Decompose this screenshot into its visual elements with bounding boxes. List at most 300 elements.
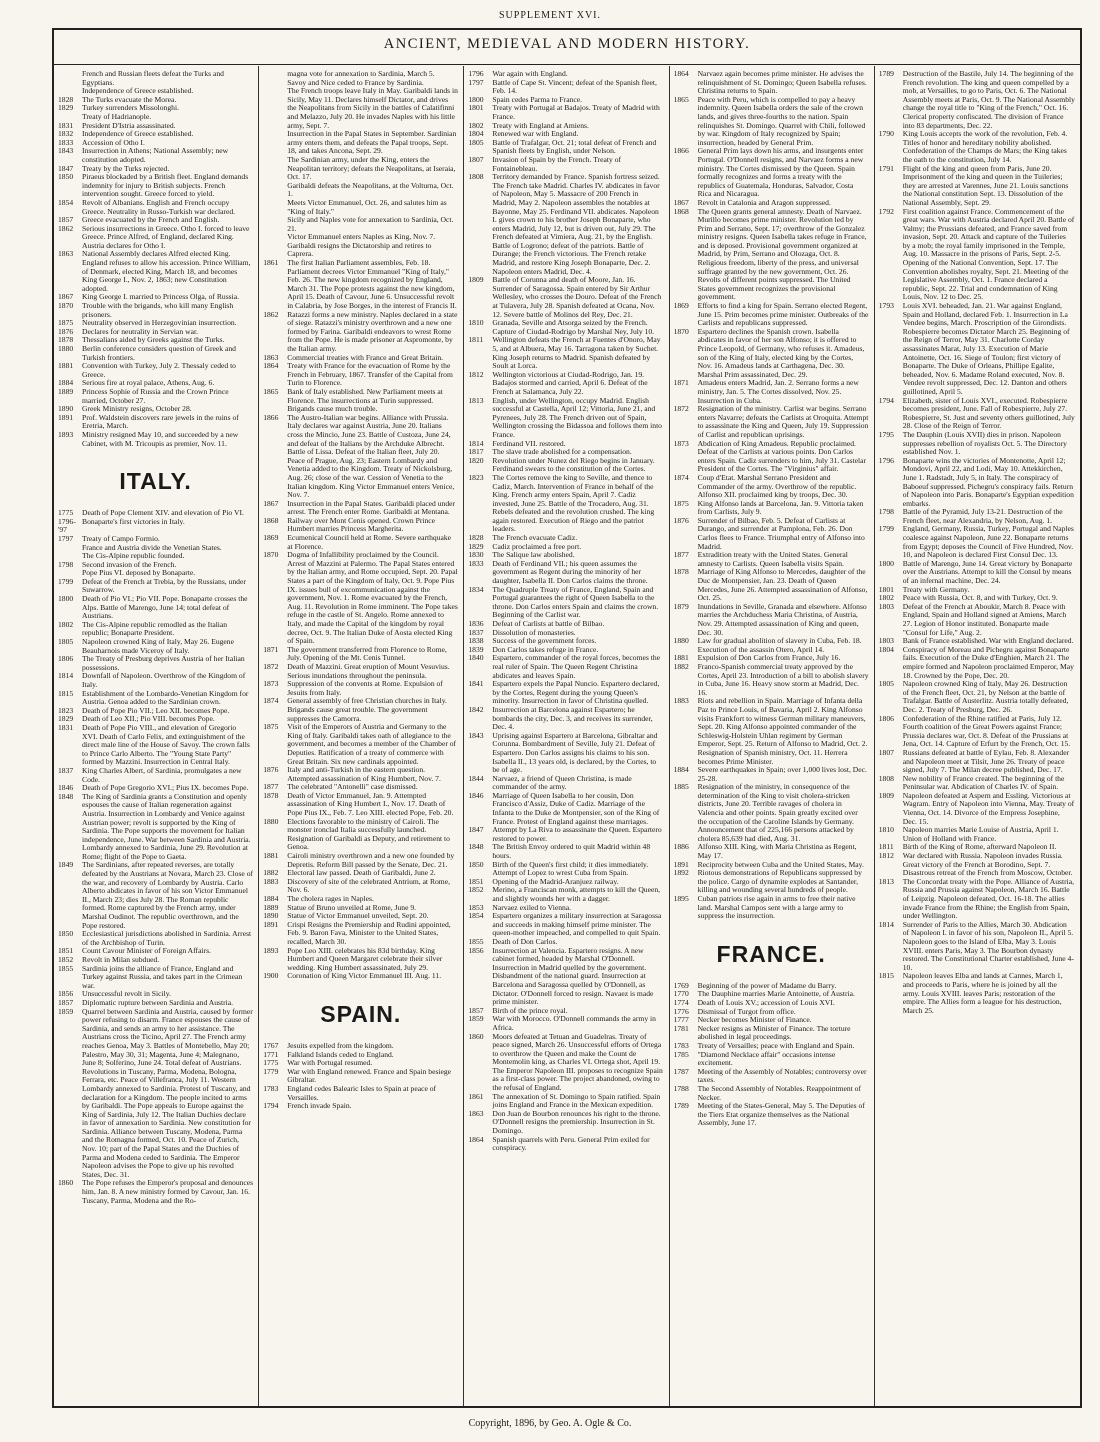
history-entry	[879, 431, 1075, 457]
entry-text: The first Italian Parliament assembles, Feb. 18. Parliament decrees Victor Emmanuel "King of Italy," Feb. 26. The new kingdom recognized by England, March 31. The Pope protests against the new kingdom, April 15. Death of Cavour, June 6. Unsuccessful revolt in Calabria, by Jose Borges, in the interest of Francis II.	[287, 258, 457, 311]
history-entry	[468, 319, 663, 336]
entry-year: 1830	[468, 550, 484, 560]
entry-text: Suppression of the convents at Rome. Expulsion of Jesuits from Italy.	[287, 679, 443, 697]
entry-year: 1891	[263, 919, 279, 929]
entry-year: 1843	[58, 146, 74, 156]
entry-text: Espartero organizes a military insurrection at Saragossa and succeeds in making himself prime minister. The queen-mother impeached, and compelled to quit Spain.	[492, 911, 662, 938]
columns-container	[54, 66, 1080, 1406]
page-frame	[52, 28, 1082, 1408]
entry-text: Italy and anti-Turkish in the eastern question. Attempted assassination of King Humbert, Nov. 7.	[287, 765, 441, 783]
history-entry	[58, 578, 253, 595]
entry-year: 1767	[263, 1040, 279, 1050]
entry-text: Savoy and Nice ceded to France by Sardinia.	[287, 77, 424, 87]
entry-year: 1857	[58, 215, 74, 225]
history-entry	[263, 182, 458, 199]
history-entry	[674, 147, 869, 199]
history-entry	[674, 766, 869, 783]
history-entry	[468, 654, 663, 680]
history-entry	[263, 680, 458, 697]
entry-text: The Sardinians, after repeated reverses, are totally defeated by the Austrians at Novara, March 23. Close of the war, and recovery of Lombardy by Austria. Carlo Alberto abdicates in favor of his son Victor Emmanuel II., March 23; dies July 28. The Roman republic formed. Rome captured by the French army, under Marshal Oudinot. The republic overthrown, and the Pope restored.	[82, 860, 254, 930]
entry-text: Battle of Corunna and death of Moore, Jan. 16. Surrender of Saragossa. Spain entered by Sir Arthur Wellesley, who crosses the Douro. Defeat of the French at Tulavera, July 28. Spanish defeated at Ocana, Nov. 12. Severe battle of Molinos del Rey, Dec. 21.	[492, 275, 662, 319]
entry-year	[263, 242, 287, 259]
history-entry	[58, 388, 253, 405]
entry-text: Russians defeated at battle of Eylau, Feb. 8. Alexander and Napoleon meet at Tilsit, June 26. Treaty of peace signed, July 7. The Milan decree published, Dec. 17.	[902, 747, 1070, 775]
entry-text: "Diamond Necklace affair" occasions intense excitement.	[697, 1049, 836, 1068]
entry-text: New nobility of France created. The beginning of the Peninsular war. Abdication of Charles IV. of Spain.	[902, 773, 1065, 792]
entry-text: Wellington defeats the French at Fuentes d'Onoro, May 5, and at Albuera, May 16. Tarragona taken by Suchet. King Joseph returns to Madrid. Spanish defeated by Soult at Lorca.	[492, 335, 661, 371]
history-entry	[674, 1085, 869, 1102]
entry-text: Defeat of the French at Aboukir, March 8. Peace with England, Spain and Holland signed at Amiens, March 27. Legion of Honor instituted. Bonaparte made "Consul for Life," Aug. 2.	[902, 601, 1067, 637]
history-entry	[58, 767, 253, 784]
history-entry	[58, 595, 253, 621]
history-entry	[468, 732, 663, 775]
history-entry	[468, 706, 663, 732]
entry-text: The Austro-Italian war begins. Alliance with Prussia. Italy declares war against Austria, June 20. Italians cross the Mincio, June 23. Battle of Custoza, June 24, and defeat of the Italians by the Archduke Albrecht. Battle of Lissa. Defeat of the Italian fleet, July 20. Peace of Prague, Aug. 23; Eastern Lombardy and Venetia added to the Kingdom. Treaty of Nickolsburg, Aug. 26; close of the war. Cession of Venetia to the Italian kingdom. King Victor Emmanuel enters Venice, Nov. 7.	[287, 412, 455, 500]
entry-year: 1890	[58, 404, 74, 414]
entry-text: Independence of Greece established.	[82, 129, 194, 139]
entry-text: Independence of Greece established.	[82, 86, 194, 96]
history-entry	[58, 724, 253, 767]
history-column-1	[54, 66, 259, 1406]
history-entry	[468, 912, 663, 938]
entry-text: Elections favorable to the ministry of Cairoli. The monster ironclad Italia successfully launched. Resignation of Garibaldi as Deputy, and retirement to Genoa.	[287, 816, 450, 852]
history-entry	[58, 70, 253, 87]
entry-year: 1833	[58, 137, 74, 147]
entry-text: Pope Pius VI. deposed by Bonaparte.	[82, 568, 196, 578]
entry-year: 1870	[58, 301, 74, 311]
entry-text: Defeat of the French at Trebia, by the Russians, under Suwarrow.	[82, 576, 246, 595]
entry-year: 1829	[468, 541, 484, 551]
entry-text: Death of Pope Gregorio XVI.; Pius IX. becomes Pope.	[82, 783, 249, 793]
entry-year: 1846	[468, 790, 484, 800]
entry-year: 1857	[468, 1005, 484, 1015]
history-entry	[468, 139, 663, 156]
entry-year: 1874	[263, 696, 279, 706]
entry-year: 1770	[673, 989, 689, 999]
history-entry	[879, 972, 1075, 1015]
entry-year: 1799	[878, 524, 894, 534]
history-entry	[263, 87, 458, 130]
entry-year: 1798	[58, 559, 74, 569]
entry-year: 1802	[58, 619, 74, 629]
entry-text: Coup d'Etat. Marshal Serrano President and Commander of the army. Overthrow of the republic. Alfonso XII. proclaimed king by troops, Dec. 30.	[697, 472, 857, 500]
entry-text: Franco-Spanish commercial treaty approved by the Cortes, April 23. Introduction of a bill to abolish slavery in Cuba, June 16. Heavy snow storm at Madrid, Dec. 16.	[697, 661, 869, 697]
entry-text: Battle of Marengo, June 14. Great victory by Bonaparte over the Austrians. Attempt to kill the Consul by means of an infernal machine, Dec. 24.	[902, 558, 1073, 586]
entry-text: Serious insurrections in Greece. Otho I. forced to leave Greece. Prince Alfred, of England, declared King. Austria declares for Otho I.	[82, 223, 250, 250]
history-entry	[468, 1110, 663, 1136]
entry-year: 1814	[468, 438, 484, 448]
entry-year: 1810	[878, 825, 894, 835]
history-entry	[58, 518, 253, 535]
entry-year: 1893	[58, 429, 74, 439]
history-entry	[58, 225, 253, 251]
entry-text: Narvaez exiled to Vienna.	[492, 902, 572, 912]
entry-year	[263, 87, 287, 130]
history-entry	[674, 783, 869, 843]
entry-text: Statue of Victor Emmanuel unveiled, Sept. 20.	[287, 911, 429, 921]
entry-text: King George I. married to Princess Olga, of Russia.	[82, 292, 239, 302]
entry-text: Amadeus enters Madrid, Jan. 2. Serrano forms a new ministry, Jan. 5. The Cortes dissolved, Nov. 25. Insurrection in Cuba.	[697, 378, 859, 405]
history-entry	[58, 1008, 253, 1180]
entry-year: 1791	[878, 163, 894, 173]
history-entry	[879, 397, 1075, 431]
entry-text: The King of Sardinia grants a Constitution and openly espouses the cause of Italian regeneration against Austria. Insurrection in Lombardy and Venice against Austrian power; revolt is supported by the King of Sardinia. The Pope supports the movement for Italian independence, June. War between Sardinia and Austria. Lombardy annexed to Sardinia, June 29. Revolution at Rome; flight of the Pope to Gaeta.	[82, 791, 251, 861]
entry-year: 1870	[673, 326, 689, 336]
history-entry	[468, 156, 663, 173]
history-entry	[263, 414, 458, 500]
entry-year: 1867	[58, 292, 74, 302]
entry-year: 1866	[673, 146, 689, 156]
entry-text: Elizabeth, sister of Louis XVI., executed. Robespierre becomes president, June. Fall of Robespierre, July 27. Robespierre, St. Just and seventy others guillotined, July 28. Close of the Reign of Terror.	[902, 395, 1075, 431]
entry-text: Death of Pope Clement XIV. and elevation of Pio VI.	[82, 508, 244, 518]
entry-text: England, Germany, Russia, Turkey, Portugal and Naples coalesce against Napoleon, June 22. Bonaparte returns from Egypt; deposes the Council of Five Hundred, Nov. 10, and Napoleon is declared First Consul Dec. 13.	[902, 524, 1074, 560]
entry-text: Coronation of King Victor Emmanuel III. Aug. 11.	[287, 971, 442, 981]
entry-year: 1895	[673, 894, 689, 903]
entry-year: 1796	[878, 455, 894, 465]
entry-text: Princess Sophie of Russia and the Crown Prince married, October 27.	[82, 386, 229, 405]
history-entry	[263, 972, 458, 981]
entry-year: 1870	[263, 550, 279, 560]
entry-year: 1809	[878, 790, 894, 800]
entry-text: Establishment of the Lombardo-Venetian Kingdom for Austria. Genoa added to the Sardinian crown.	[82, 688, 249, 707]
entry-text: Ratazzi forms a new ministry. Naples declared in a state of siege. Ratazzi's ministry overthrown and a new one formed by Farina. Garibaldi endeavors to wrest Rome from the Pope. He is made prisoner at Aspromonte, by the Italian army.	[287, 309, 458, 353]
entry-text: Victor Emmanuel enters Naples as King, Nov. 7.	[287, 232, 436, 242]
history-entry	[263, 388, 458, 414]
entry-text: Napoleon defeated at Aspern and Essling. Victorious at Wagram. Entry of Napoleon into Vienna, May. Treaty of Vienna, Oct. 14. Divorce of the Empress Josephine, Dec. 15.	[902, 790, 1075, 826]
entry-text: Efforts to find a king for Spain. Serrano elected Regent, June 15. Prim becomes prime minister. Outbreaks of the Carlists and republicans suppressed.	[697, 301, 869, 328]
history-entry	[468, 775, 663, 792]
entry-text: The cholera rages in Naples.	[287, 894, 374, 903]
entry-text: Ministry resigned May 10, and succeeded by a new Cabinet, with M. Tricoupis as premier, Nov. 11.	[82, 429, 239, 448]
history-entry	[674, 1025, 869, 1042]
entry-year: 1839	[468, 644, 484, 654]
entry-year: 1787	[673, 1066, 689, 1076]
history-entry	[263, 852, 458, 869]
history-entry	[58, 250, 253, 293]
entry-year: 1789	[878, 69, 894, 78]
history-entry	[58, 930, 253, 947]
history-entry	[879, 165, 1075, 208]
title-divider	[54, 64, 1080, 65]
entry-year: 1871	[673, 378, 689, 388]
entry-year	[263, 216, 287, 233]
entry-year: 1878	[673, 567, 689, 577]
history-entry	[263, 362, 458, 388]
entry-text: Extradition treaty with the United States. General amnesty to Carlists. Queen Isabella visits Spain.	[697, 550, 848, 568]
history-entry	[58, 690, 253, 707]
history-entry	[674, 1068, 869, 1085]
entry-year: 1837	[468, 627, 484, 637]
entry-year: 1802	[878, 593, 894, 603]
history-entry	[263, 199, 458, 216]
entry-year	[263, 79, 287, 88]
section-heading: FRANCE.	[716, 940, 826, 967]
entry-year: 1831	[58, 722, 74, 732]
entry-text: English, under Wellington, occupy Madrid. English successful at Castella, April 12; Vittoria, June 21, and Pyrenees, July 28. The French driven out of Spain, Wellington crossing the Bidassoa and follows them into France.	[492, 395, 662, 439]
section-heading: ITALY.	[119, 468, 192, 495]
entry-text: Treaty with France for the evacuation of Rome by the French in February, 1867. Transfer of the Capital from Turin to Florence.	[287, 361, 453, 388]
entry-year: 1884	[263, 894, 279, 903]
entry-text: Success of the government forces.	[492, 636, 597, 646]
entry-text: Bonaparte wins the victories of Montenotte, April 12; Mondovi, April 22, and Lodi, May 10. Attekkirchen, June 1. Radstadt, July 5, in Italy. The conspiracy of Baboeuf suppressed. Pichegru's conspiracy fails. Return of Napoleon into Paris. Bonaparte's Egyptian expedition embarks.	[902, 455, 1074, 508]
history-entry	[879, 208, 1075, 303]
entry-year: 1875	[673, 498, 689, 508]
entry-text: General assembly of free Christian churches in Italy. Brigands cause great trouble. The government suppresses the Camorra.	[287, 696, 447, 723]
history-entry	[58, 362, 253, 379]
history-entry	[468, 79, 663, 96]
entry-year: 1801	[878, 584, 894, 594]
history-entry	[263, 216, 458, 233]
entry-year: 1815	[58, 688, 74, 698]
history-entry	[879, 878, 1075, 921]
entry-year: 1795	[878, 429, 894, 439]
entry-text: Peace with Russia, Oct. 8, and with Turkey, Oct. 9.	[902, 593, 1058, 603]
entry-year: 1854	[468, 911, 484, 921]
history-entry	[468, 586, 663, 620]
entry-year: 1796	[468, 69, 484, 78]
history-column-5	[875, 66, 1080, 1406]
history-entry	[674, 869, 869, 895]
entry-text: Severe earthquakes in Spain; over 1,000 lives lost, Dec. 25-28.	[697, 765, 867, 783]
entry-text: Confederation of the Rhine ratified at Paris, July 12. Fourth coalition of the Great Powers against France; Prussia declares war, Oct. 8. Defeat of the Prussians at Jena, Oct. 14. Capture of Erfurt by the French, Oct. 15.	[902, 713, 1071, 749]
entry-text: Diplomatic rupture between Sardinia and Austria.	[82, 997, 233, 1007]
entry-year: 1890	[263, 911, 279, 921]
entry-text: Alfonso XIII. King, with Maria Christina as Regent, May 17.	[697, 842, 857, 861]
entry-year: 1799	[58, 576, 74, 586]
history-entry	[468, 474, 663, 534]
entry-year: 1801	[468, 103, 484, 113]
entry-text: The Salique law abolished.	[492, 550, 575, 560]
entry-year: 1847	[58, 163, 74, 173]
entry-year: 1878	[263, 790, 279, 800]
entry-year: 1834	[468, 584, 484, 594]
entry-text: The Queen grants general amnesty. Death of Narvaez. Murillo becomes prime minister. Revolution led by Prim and Serrano, Sept. 17; overthrow of the Gonzalez ministry resigns. Queen Isabella takes refuge in France, and is deposed. Provisional government organized at Madrid, by Prim, Serrano and Olozaga, Oct. 8. Religious freedom, liberty of the press, and universal suffrage granted by the new government, Oct. 26. Revolts of different points suppressed. The United States government recognizes the provisional government.	[697, 206, 867, 302]
entry-year: 1805	[468, 137, 484, 147]
entry-text: King Charles Albert, of Sardinia, promulgates a new Code.	[82, 765, 242, 784]
entry-text: Spanish quarrels with Peru. General Prim exiled for conspiracy.	[492, 1134, 650, 1153]
entry-year: 1850	[468, 859, 484, 869]
entry-text: Railway over Mont Cenis opened. Crown Prince Humbert marries Princess Margherita.	[287, 515, 436, 534]
entry-text: Insurrection in the Papal States. Garibaldi placed under arrest. The French enter Rome. Garibaldi at Mentana.	[287, 498, 456, 517]
entry-text: War declared with Russia. Napoleon invades Russia. Great victory of the French at Borodino, Sept. 7. Disastrous retreat of the French from Moscow, October.	[902, 851, 1073, 878]
entry-year: 1841	[468, 679, 484, 689]
entry-year: 1783	[673, 1040, 689, 1050]
entry-text: Accession of Otho I.	[82, 137, 145, 147]
entry-text: The annexation of St. Domingo to Spain ratified. Spain joins England and France in the Mexican expedition.	[492, 1091, 661, 1110]
entry-year: 1813	[468, 395, 484, 405]
entry-year: 1775	[58, 508, 74, 518]
history-entry	[468, 792, 663, 826]
history-entry	[879, 70, 1075, 130]
entry-text: Granada, Seville and Atsorga seized by the French. Capture of Ciudad-Rodrigo by Marshal Ney, July 10.	[492, 318, 655, 336]
entry-year: 1853	[468, 902, 484, 912]
entry-year: 1851	[468, 876, 484, 886]
entry-year: 1860	[58, 1178, 74, 1188]
entry-text: The French troops leave Italy in May. Garibaldi lands in Sicily, May 11. Declares himself Dictator, and drives the Neapolitans from Sicily in the battles of Calatifinni and Melazzo, July 20. He invades Naples with his little army, Sept. 7.	[287, 86, 458, 130]
entry-year: 1856	[58, 989, 74, 999]
entry-text: Espartero declines the Spanish crown. Isabella abdicates in favor of her son Alfonso; it is offered to Prince Leopold, of Germany, who refuses it. Amadeus, son of the King of Italy, elected king by the Cortes, Nov. 16. Amadeus lands at Carthagena, Dec. 30. Marshal Prim assassinated, Dec. 29.	[697, 326, 865, 379]
entry-text: The Second Assembly of Notables. Reappointment of Necker.	[697, 1083, 862, 1102]
entry-text: General Prim lays down his arms, and insurgents enter Portugal. O'Donnell resigns, and Narvaez forms a new ministry. The Cortes dismissed by the Queen. Spain formally recognizes and forms a treaty with the republics of Guatemala, Honduras, Salvador, Costa Rica and Nicaragua.	[697, 146, 864, 199]
entry-text: Ecclesiastical jurisdictions abolished in Sardinia. Arrest of the Archbishop of Turin.	[82, 929, 252, 947]
entry-year: 1885	[673, 782, 689, 792]
entry-text: Bank of France established. War with England declared.	[902, 636, 1074, 646]
entry-year: 1805	[58, 637, 74, 647]
entry-year: 1836	[468, 619, 484, 628]
entry-text: The Turks evacuate the Morea.	[82, 94, 177, 104]
entry-year: 1793	[878, 301, 894, 311]
entry-text: The government transferred from Florence to Rome, July. Opening of the Mt. Cenis Tunnel.	[287, 644, 447, 663]
history-entry	[263, 130, 458, 156]
entry-year: 1868	[673, 206, 689, 216]
entry-text: Dismissal of Turgot from office.	[697, 1006, 796, 1016]
entry-year: 1850	[58, 929, 74, 939]
entry-text: The Concordat treaty with the Pope. Alliance of Austria, Russia and Prussia against Napoleon, March 16. Battle of Leipzig. Napoleon defeated, Oct. 16-18. The allies invade France from the Rhine; the English from Spain, under Wellington.	[902, 876, 1074, 921]
entry-year: 1808	[878, 773, 894, 783]
entry-text: Second invasion of the French.	[82, 559, 177, 569]
entry-text: Territory demanded by France. Spanish fortress seized. The French take Madrid. Charles IV. abdicates in favor of Napoleon, May 5. Massacre of 200 French in Madrid, May 2. Napoleon assembles the notables at Bayonne, May 25. Ferdinand VII. abdicates. Napoleon I. gives crown to his brother Joseph Bonaparte, who enters Madrid, July 12, but is driven out, July 29. The French defeated at Vimiera, Aug. 21, by the English. Battle of Logrono; defeat of the patriots. Battle of Durange; the French victorious. The French retake Madrid, and restore King Joseph Bonaparte, Dec. 2. Napoleon enters Madrid, Dec. 4.	[492, 172, 660, 276]
entry-year	[58, 544, 82, 553]
entry-year: 1859	[58, 1006, 74, 1016]
entry-year: 1771	[263, 1049, 279, 1059]
history-entry	[468, 861, 663, 878]
entry-text: King Alfonso lands at Barcelona, Jan. 9. Vittoria taken from Carlists, July 9.	[697, 498, 864, 517]
entry-text: The British Envoy ordered to quit Madrid within 48 hours.	[492, 842, 651, 861]
entry-year: 1882	[673, 661, 689, 671]
history-entry	[879, 921, 1075, 973]
history-entry	[58, 147, 253, 164]
entry-year: 1811	[468, 335, 484, 345]
entry-text: Greece evacuated by the French and English.	[82, 215, 220, 225]
entry-year: 1851	[58, 946, 74, 956]
entry-year	[263, 130, 287, 156]
history-entry	[263, 1102, 458, 1111]
entry-text: The celebrated "Antonelli" case dismissed.	[287, 782, 418, 792]
entry-year: 1805	[878, 679, 894, 689]
history-entry	[674, 663, 869, 697]
entry-text: National Assembly declares Alfred elected King. England refuses to allow his accession. Prince William, of Denmark, elected King, March 18, and becomes King George I., Nov. 2, 1863; new Constitution adopted.	[82, 249, 251, 293]
entry-year: 1857	[58, 997, 74, 1007]
history-entry	[674, 440, 869, 474]
entry-year: 1829	[58, 714, 74, 724]
entry-text: Cuban patriots rise again in arms to free their native land. Marshal Campos sent with a large army to suppress the insurrection.	[697, 894, 856, 921]
entry-year	[263, 199, 287, 216]
entry-year: 1846	[58, 783, 74, 793]
history-entry	[468, 104, 663, 121]
history-entry	[263, 1085, 458, 1102]
history-entry	[674, 474, 869, 500]
entry-year: 1774	[673, 997, 689, 1007]
entry-text: Insurrection in Athens; National Assembly; new constitution adopted.	[82, 146, 229, 164]
entry-text: Surrender of Bilbao, Feb. 5. Defeat of Carlists at Durango, and surrender at Pamplona, Feb. 26. Don Carlos flees to France. Triumphal entry of Alfonso into Madrid.	[697, 515, 865, 551]
entry-year: 1889	[58, 386, 74, 396]
entry-year: 1790	[878, 129, 894, 139]
history-entry	[58, 345, 253, 362]
entry-year: 1847	[468, 825, 484, 835]
entry-text: The Cis-Alpine republic remodled as the Italian republic; Bonaparte President.	[82, 619, 228, 638]
entry-year: 1814	[58, 671, 74, 681]
entry-year: 1881	[673, 653, 689, 663]
entry-text: Insurrection at Barcelona against Espartero; he bombards the city, Dec. 3, and receives its surrender, Dec. 4.	[492, 704, 653, 732]
entry-year: 1842	[468, 704, 484, 714]
entry-year: 1817	[468, 447, 484, 457]
entry-text: War again with England.	[492, 69, 568, 78]
entry-text: Insurrection at Valencia. Espartero resigns. A new cabinet formed, headed by Marshal O'Donnell. Insurrection in Madrid quelled by the government. Disbandment of the national guard. Insurrection at Barcelona and Saragossa quelled by O'Donnell, as Dictator. O'Donnell forced to resign. Navaez is made prime minister.	[492, 945, 654, 1007]
entry-text: France and Austria divide the Venetian States.	[82, 542, 222, 552]
entry-text: Death of Leo XII.; Pio VIII. becomes Pope.	[82, 714, 215, 724]
history-entry	[263, 646, 458, 663]
entry-year: 1838	[468, 636, 484, 646]
entry-text: Sicily and Naples vote for annexation to Sardinia, Oct. 21.	[287, 215, 454, 233]
entry-year: 1880	[58, 344, 74, 353]
history-entry	[879, 680, 1075, 714]
entry-text: Uprising against Espartero at Barcelona, Gibraltar and Corunna. Bombardment of Seville, July 21. Defeat of Espartero. Don Carlos assigns his claims to his son. Isabella II., 13 years old, is declared, by the Cortes, to be of age.	[492, 730, 658, 775]
history-entry	[879, 775, 1075, 792]
entry-year: 1844	[468, 773, 484, 783]
entry-year: 1861	[468, 1091, 484, 1101]
entry-year: 1820	[468, 455, 484, 465]
entry-text: Death of Pio VI.; Pio VII. Pope. Bonaparte crosses the Alps. Battle of Marengo, June 14; total defeat of Austrians.	[82, 594, 248, 621]
entry-text: Invasion of Spain by the French. Treaty of Fontainebleau.	[492, 154, 622, 173]
entry-text: Espartero expels the Papal Nuncio. Espartero declared, by the Cortes, Regent during the young Queen's minority. Insurrection in favor of Christina quelled.	[492, 679, 660, 706]
entry-text: Moors defeated at Tetuan and Guadelras. Treaty of peace signed, March 26. Unsuccessful efforts of Ortega to overthrow the Queen and make the Count de Montemolin king, as Charles VI. Ortega shot, April 19. The Emperor Napoleon III. proposes to recognize Spain as a first-class power. The project abandoned, owing to the refusal of England.	[492, 1031, 663, 1093]
history-entry	[468, 560, 663, 586]
entry-year: 1850	[58, 172, 74, 182]
history-column-3	[464, 66, 669, 1406]
entry-year: 1867	[263, 498, 279, 508]
entry-text: Resignation of the ministry, in consequence of the determination of the King to visit cholera-stricken districts, June 20. Terrible ravages of cholera in Valencia and other points. Spain greatly excited over the occupation of the Caroline Islands by Germany. Announcement that of 225,166 persons attacked by cholera 85,639 had died, Aug. 31.	[697, 782, 858, 843]
entry-year: 1873	[673, 438, 689, 448]
entry-text: Quarrel between Sardinia and Austria, caused by former power refusing to disarm. France espouses the cause of Sardinia, and sends an army to her assistance. The Austrians cross the Ticino, April 27. The French army reaches Genoa, May 3. Battles of Montebello, May 20; Palestro, May 30, 31; Magenta, June 4; Malegnano, June 8; Solferino, June 24. Total defeat of Austrians. Revolutions in Tuscany, Parma, Modena, Bologna, Ferrara, etc. Peace of Villefranca, July 11. Western Lombardy annexed to Sardinia. Protest of Tuscany, and declaration for a Kingdom. The people incited to arms by Garibaldi. The Pope appeals to Europe against the King of Sardinia, July 12. The Italian Duchies declare in favor of annexation to Sardinia. New constitution for Sardinia. Alliance between Tuscany, Modena, Parma and the Romagna formed, Oct. 10. Peace of Zurich, Nov. 10; part of the Papal States and the Duchies of Parma and Modena ceded to Sardinia. The Emperor Napoleon advises the Pope to give up his revolted States, Dec. 31.	[82, 1006, 253, 1179]
entry-text: Treaty of Campo Formio.	[82, 533, 160, 543]
history-entry	[263, 663, 458, 680]
entry-year: 1815	[878, 971, 894, 981]
entry-year: 1796-'97	[58, 516, 76, 535]
entry-text: Garibaldi defeats the Neapolitans, at the Volturna, Oct. 1.	[287, 180, 454, 199]
entry-text: The Treaty of Presburg deprives Austria of her Italian possessions.	[82, 654, 245, 672]
history-entry	[58, 638, 253, 655]
entry-year: 1866	[263, 412, 279, 422]
entry-year: 1803	[878, 636, 894, 646]
entry-year: 1881	[263, 851, 279, 861]
history-entry	[468, 1136, 663, 1153]
entry-text: Falkland Islands ceded to England.	[287, 1049, 394, 1059]
entry-year: 1860	[468, 1031, 484, 1041]
entry-text: Narvaez, a friend of Queen Christina, is made commander of the army.	[492, 773, 632, 792]
entry-text: Battle of the Pyramid, July 13-21. Destruction of the French fleet, near Alexandria, by Nelson, Aug. 1.	[902, 507, 1063, 525]
entry-text: The Pope refuses the Emperor's proposal and denounces him, Jan. 8. A new ministry formed by Cavour, Jan. 16. Tuscany, Parma, Modena and the Ro-	[82, 1178, 254, 1205]
entry-year: 1781	[673, 1023, 689, 1033]
history-entry	[468, 843, 663, 860]
entry-year: 1865	[673, 94, 689, 104]
entry-text: Count Cavour Minister of Foreign Affairs.	[82, 946, 211, 956]
entry-year: 1884	[673, 765, 689, 775]
entry-text: Ecumenical Council held at Rome. Severe earthquake at Florence.	[287, 533, 452, 551]
history-entry	[674, 603, 869, 637]
entry-text: The Cis-Alpine republic founded.	[82, 551, 185, 561]
entry-text: Wellington victorious at Ciudad-Rodrigo, Jan. 19. Badajos stormed and carried, April 6. Defeat of the French at Salamanca, July 22.	[492, 369, 648, 396]
entry-year: 1877	[263, 782, 279, 792]
history-entry	[58, 414, 253, 431]
entry-year: 1800	[468, 94, 484, 104]
entry-year: 1865	[263, 386, 279, 396]
entry-year: 1900	[263, 971, 279, 981]
history-entry	[468, 457, 663, 474]
entry-year: 1891	[58, 412, 74, 422]
entry-year: 1800	[878, 558, 894, 568]
entry-year: 1868	[263, 515, 279, 525]
entry-text: French invade Spain.	[287, 1101, 352, 1111]
